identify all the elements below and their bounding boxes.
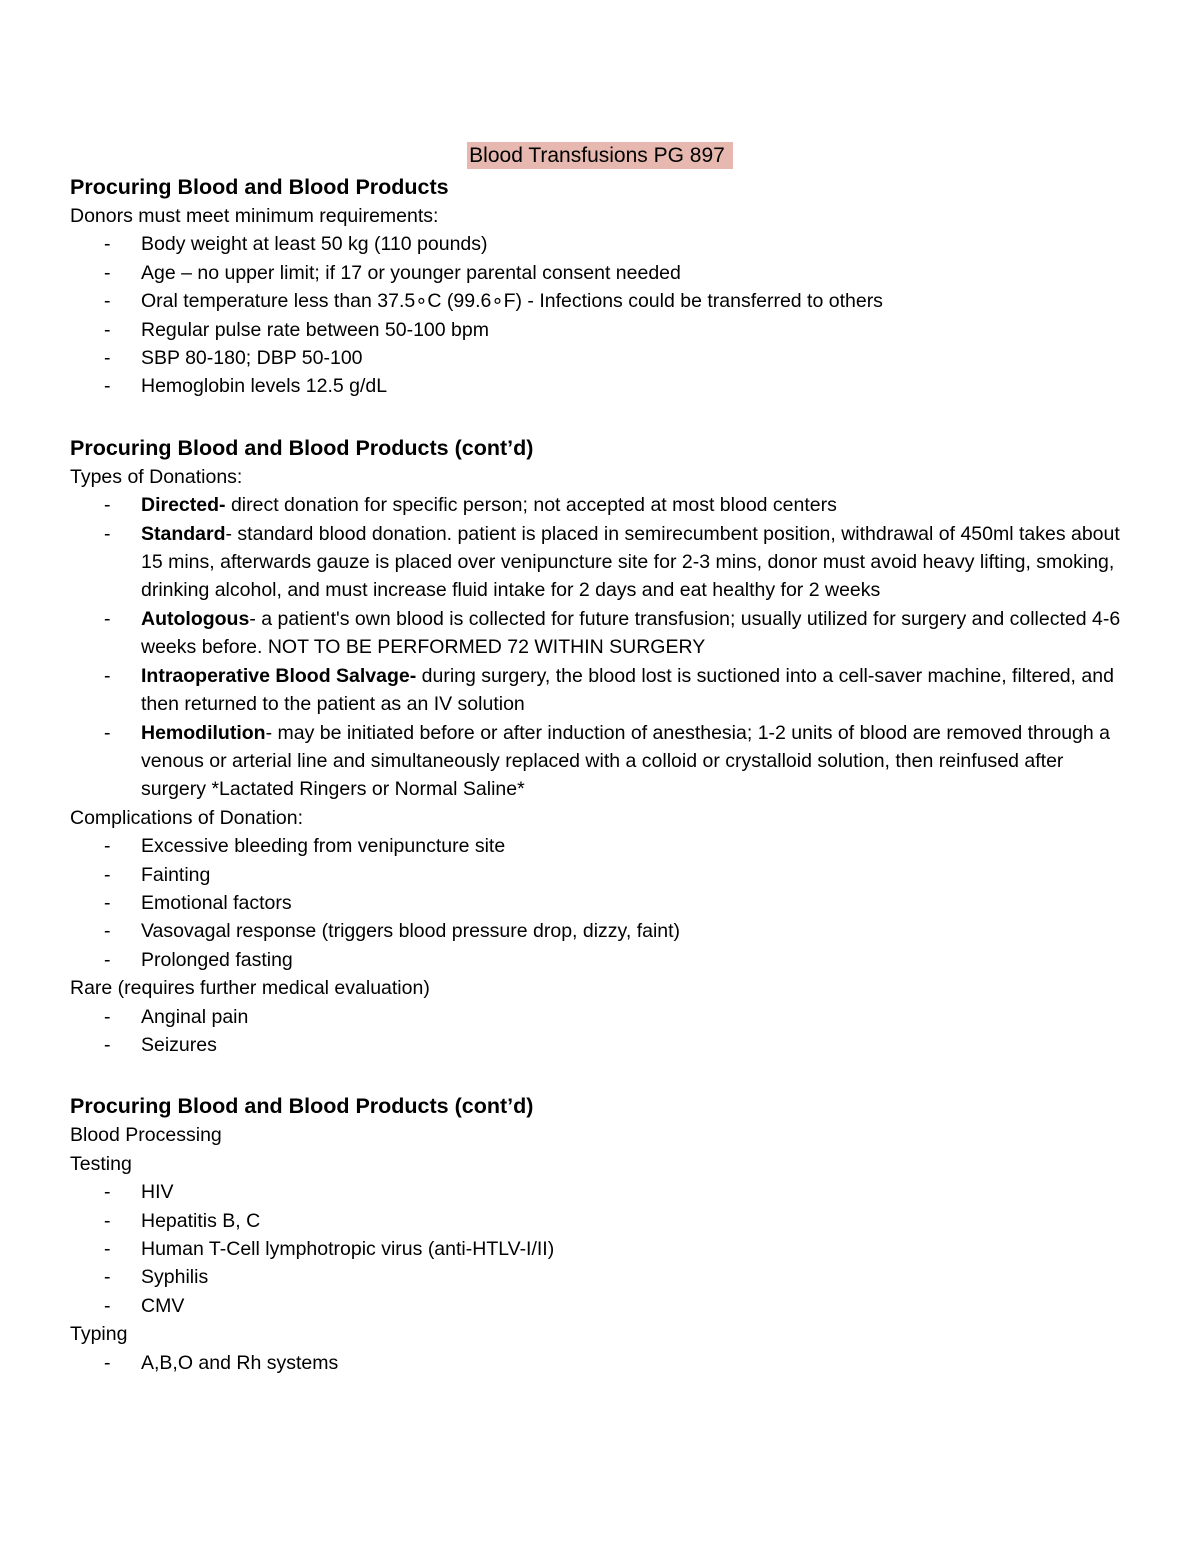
dash-bullet: - — [104, 1181, 111, 1204]
definition: during surgery, the blood lost is suctioned into a cell-saver machine, filtered, and then returned to the patient as an IV solution — [141, 664, 1114, 716]
requirements-list — [70, 230, 1130, 400]
list-item-text: Age – no upper limit; if 17 or younger parental consent needed — [141, 261, 681, 284]
paragraph: Donors must meet minimum requirements: — [70, 205, 439, 227]
dash-bullet: - — [104, 522, 111, 545]
dash-bullet: - — [104, 607, 111, 630]
list-item — [70, 316, 1130, 344]
dash-bullet: - — [104, 494, 111, 517]
list-item-text: Regular pulse rate between 50-100 bpm — [141, 318, 489, 341]
list-item-text: Vasovagal response (triggers blood pressure drop, dizzy, faint) — [141, 920, 681, 943]
dash-bullet: - — [104, 721, 111, 744]
list-item — [70, 491, 1130, 519]
list-item-text: SBP 80-180; DBP 50-100 — [141, 347, 363, 370]
definition: - standard blood donation. patient is placed in semirecumbent position, withdrawal of 450ml takes about 15 mins, afterwards gauze is placed over venipuncture site for 2-3 mins, donor must avoid heavy lifting, smoking, drinking alcohol, and must increase fluid intake for 2 days and eat healthy for 2 weeks — [141, 522, 1120, 602]
page-title: Blood Transfusions PG 897 — [467, 142, 733, 169]
complications-list — [70, 832, 1130, 974]
dash-bullet: - — [104, 891, 111, 914]
dash-bullet: - — [104, 1209, 111, 1232]
spacer — [70, 401, 1130, 433]
list-item — [70, 1292, 1130, 1320]
list-item-text: Prolonged fasting — [141, 948, 293, 971]
dash-bullet: - — [104, 1351, 111, 1374]
list-item — [70, 344, 1130, 372]
definition: - a patient's own blood is collected for future transfusion; usually utilized for surgery and collected 4-6 weeks before. NOT TO BE PERFORMED 72 WITHIN SURGERY — [141, 607, 1121, 659]
list-item — [70, 1349, 1130, 1377]
definition: direct donation for specific person; not accepted at most blood centers — [225, 494, 837, 517]
list-item — [70, 889, 1130, 917]
list-item — [70, 372, 1130, 400]
dash-bullet: - — [104, 835, 111, 858]
dash-bullet: - — [104, 920, 111, 943]
list-item-text: Body weight at least 50 kg (110 pounds) — [141, 233, 488, 256]
dash-bullet: - — [104, 863, 111, 886]
dash-bullet: - — [104, 375, 111, 398]
testing-list — [70, 1178, 1130, 1320]
list-item — [70, 861, 1130, 889]
term: Directed- — [141, 494, 226, 517]
section-heading: Procuring Blood and Blood Products (cont’d) — [70, 1094, 534, 1119]
list-item-text: Emotional factors — [141, 891, 292, 914]
list-item-text: Syphilis — [141, 1266, 209, 1289]
dash-bullet: - — [104, 664, 111, 687]
list-item-text: Hepatitis B, C — [141, 1209, 261, 1232]
spacer — [70, 1059, 1130, 1091]
list-item — [70, 1207, 1130, 1235]
paragraph: Types of Donations: — [70, 465, 243, 488]
dash-bullet: - — [104, 318, 111, 341]
dash-bullet: - — [104, 1266, 111, 1289]
dash-bullet: - — [104, 1238, 111, 1260]
list-item — [70, 520, 1130, 605]
list-item-text: CMV — [141, 1294, 185, 1317]
title-row — [70, 140, 1130, 172]
rare-complications-list — [70, 1003, 1130, 1060]
list-item-text: HIV — [141, 1181, 174, 1204]
term: Standard — [141, 522, 226, 545]
definition: - may be initiated before or after induction of anesthesia; 1-2 units of blood are removed through a venous or arterial line and simultaneously replaced with a colloid or crystalloid solution, then reinfused after surgery *Lactated Ringers or Normal Saline* — [141, 721, 1111, 801]
dash-bullet: - — [104, 1033, 111, 1056]
term: Hemodilution — [141, 721, 266, 744]
list-item-text: Fainting — [141, 863, 211, 886]
list-item — [70, 917, 1130, 945]
list-item — [70, 230, 1130, 258]
section-heading: Procuring Blood and Blood Products — [70, 175, 449, 199]
list-item-text: Excessive bleeding from venipuncture site — [141, 835, 506, 858]
dash-bullet: - — [104, 261, 111, 284]
dash-bullet: - — [104, 290, 111, 313]
list-item-text: Human T-Cell lymphotropic virus (anti-HTLV-I/II) — [141, 1238, 555, 1260]
typing-list — [70, 1349, 1130, 1377]
donation-types-list — [70, 491, 1130, 803]
list-item-text: Oral temperature less than 37.5∘C (99.6∘F) - Infections could be transferred to others — [141, 290, 883, 313]
list-item — [70, 1263, 1130, 1291]
term: Intraoperative Blood Salvage- — [141, 664, 417, 687]
paragraph: Rare (requires further medical evaluation) — [70, 977, 430, 1000]
list-item — [70, 946, 1130, 974]
paragraph: Blood Processing — [70, 1124, 222, 1147]
list-item — [70, 1178, 1130, 1206]
list-item — [70, 719, 1130, 804]
dash-bullet: - — [104, 948, 111, 971]
list-item-text: Hemoglobin levels 12.5 g/dL — [141, 375, 388, 398]
dash-bullet: - — [104, 347, 111, 370]
list-item-text: Anginal pain — [141, 1005, 249, 1028]
list-item-text: A,B,O and Rh systems — [141, 1351, 339, 1374]
term: Autologous — [141, 607, 250, 630]
list-item — [70, 287, 1130, 315]
list-item — [70, 1003, 1130, 1031]
list-item — [70, 1235, 1130, 1263]
list-item-text: Seizures — [141, 1033, 217, 1056]
paragraph: Typing — [70, 1323, 128, 1346]
list-item — [70, 259, 1130, 287]
paragraph: Complications of Donation: — [70, 806, 304, 829]
list-item — [70, 832, 1130, 860]
paragraph: Testing — [70, 1152, 132, 1175]
list-item — [70, 1031, 1130, 1059]
document-body — [70, 140, 1130, 1377]
dash-bullet: - — [104, 1005, 111, 1028]
section-heading: Procuring Blood and Blood Products (cont’d) — [70, 435, 534, 460]
list-item — [70, 605, 1130, 662]
list-item — [70, 662, 1130, 719]
dash-bullet: - — [104, 1294, 111, 1317]
dash-bullet: - — [104, 233, 111, 256]
